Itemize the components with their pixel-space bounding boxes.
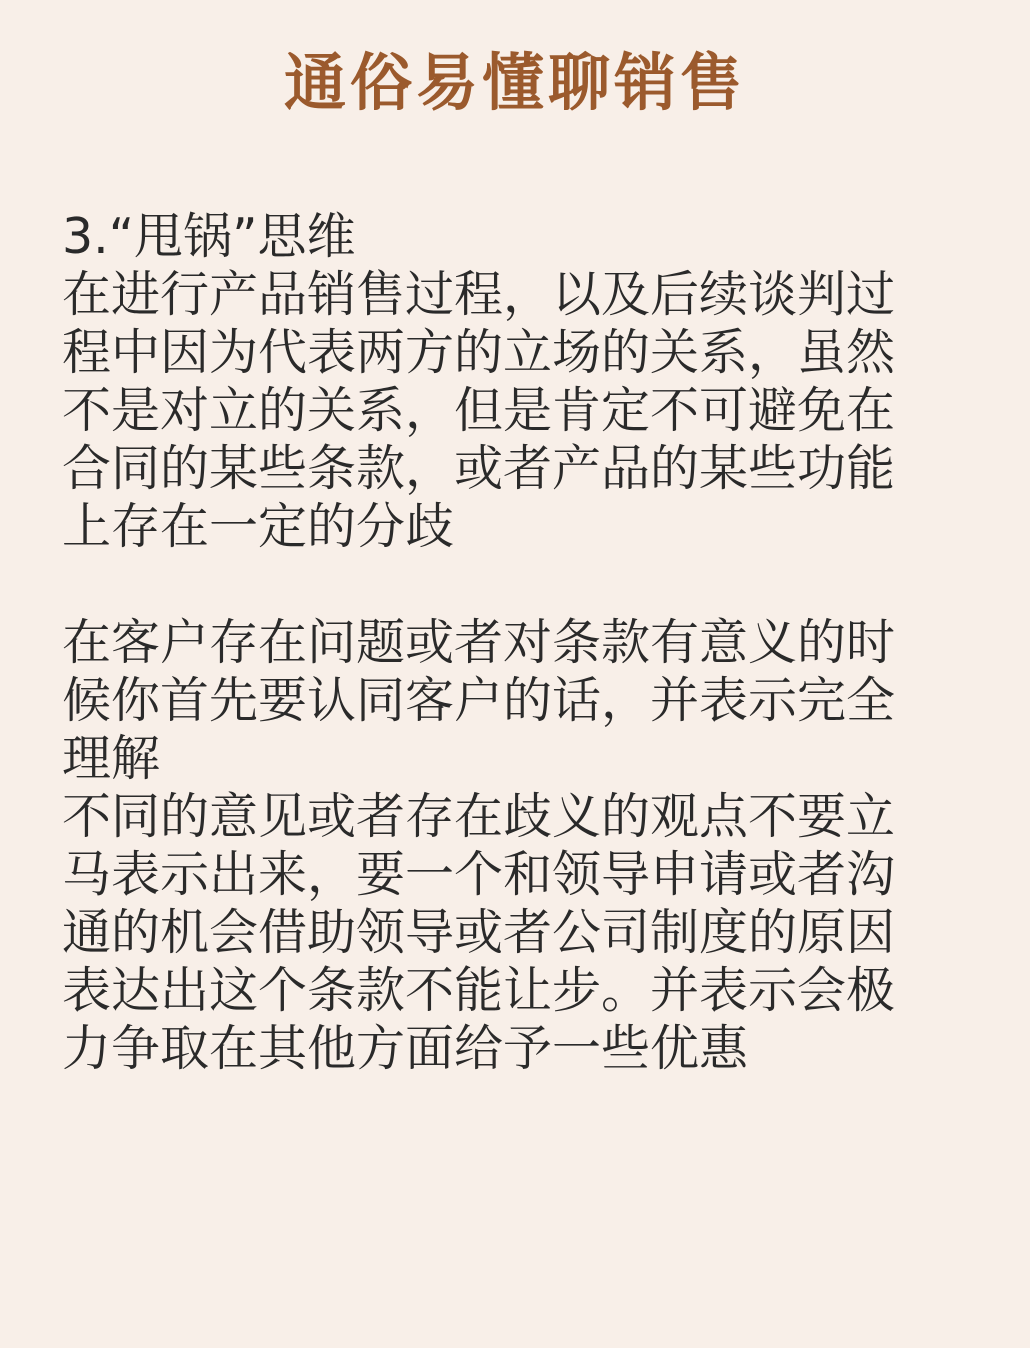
paragraph-1-line-4: 合同的某些条款，或者产品的某些功能	[62, 440, 896, 497]
paragraph-gap	[62, 556, 972, 614]
paragraph-3-line-1: 不同的意见或者存在歧义的观点不要立	[62, 788, 896, 845]
paragraph-1-line-5: 上存在一定的分歧	[62, 498, 455, 555]
paragraph-3-line-2: 马表示出来，要一个和领导申请或者沟	[62, 846, 896, 903]
paragraph-3-line-5: 力争取在其他方面给予一些优惠	[62, 1020, 749, 1077]
paragraph-2-line-1: 在客户存在问题或者对条款有意义的时	[62, 614, 896, 671]
page-title: 通俗易懂聊销售	[283, 46, 746, 119]
section-heading: 3.“甩锅”思维	[62, 208, 356, 265]
paragraph-1-line-3: 不是对立的关系，但是肯定不可避免在	[62, 382, 896, 439]
paragraph-2-line-3: 理解	[62, 730, 161, 787]
paragraph-1-line-1: 在进行产品销售过程，以及后续谈判过	[62, 266, 896, 323]
paragraph-1-line-2: 程中因为代表两方的立场的关系，虽然	[62, 324, 896, 381]
article-body	[62, 208, 972, 1078]
paragraph-3-line-3: 通的机会借助领导或者公司制度的原因	[62, 904, 896, 961]
paragraph-3-line-4: 表达出这个条款不能让步。并表示会极	[62, 962, 896, 1019]
paragraph-2-line-2: 候你首先要认同客户的话，并表示完全	[62, 672, 896, 729]
